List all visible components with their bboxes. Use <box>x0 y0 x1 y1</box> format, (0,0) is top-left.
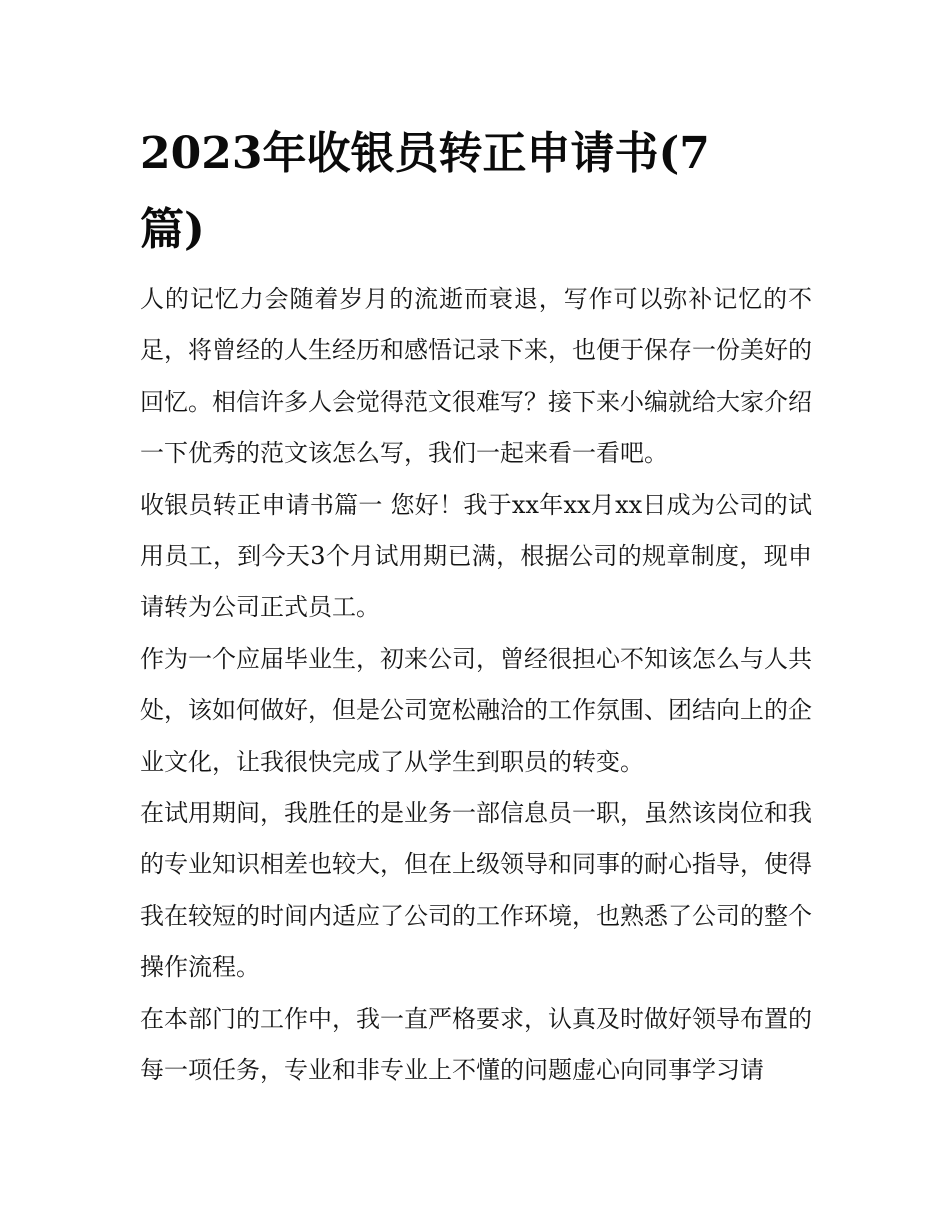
paragraph-work-attitude: 在本部门的工作中，我一直严格要求，认真及时做好领导布置的每一项任务，专业和非专业上不懂的问题虚心向同事学习请 <box>140 1004 812 1085</box>
paragraph-intro: 人的记忆力会随着岁月的流逝而衰退，写作可以弥补记忆的不足，将曾经的人生经历和感悟记录下来，也便于保存一份美好的回忆。相信许多人会觉得范文很难写？接下来小编就给大家介绍一下优秀的范文该怎么写，我们一起来看一看吧。 <box>140 285 812 468</box>
paragraph-adaptation: 作为一个应届毕业生，初来公司，曾经很担心不知该怎么与人共处，该如何做好，但是公司宽松融洽的工作氛围、团结向上的企业文化，让我很快完成了从学生到职员的转变。 <box>140 644 812 776</box>
paragraph-probation: 在试用期间，我胜任的是业务一部信息员一职，虽然该岗位和我的专业知识相差也较大，但在上级领导和同事的耐心指导，使得我在较短的时间内适应了公司的工作环境，也熟悉了公司的整个操作流程。 <box>140 799 812 982</box>
paragraph-greeting: 收银员转正申请书篇一 您好！我于xx年xx月xx日成为公司的试用员工，到今天3个月试用期已满，根据公司的规章制度，现申请转为公司正式员工。 <box>140 490 812 622</box>
document-body <box>140 274 812 1097</box>
document-title: 2023年收银员转正申请书(7篇) <box>140 128 710 255</box>
